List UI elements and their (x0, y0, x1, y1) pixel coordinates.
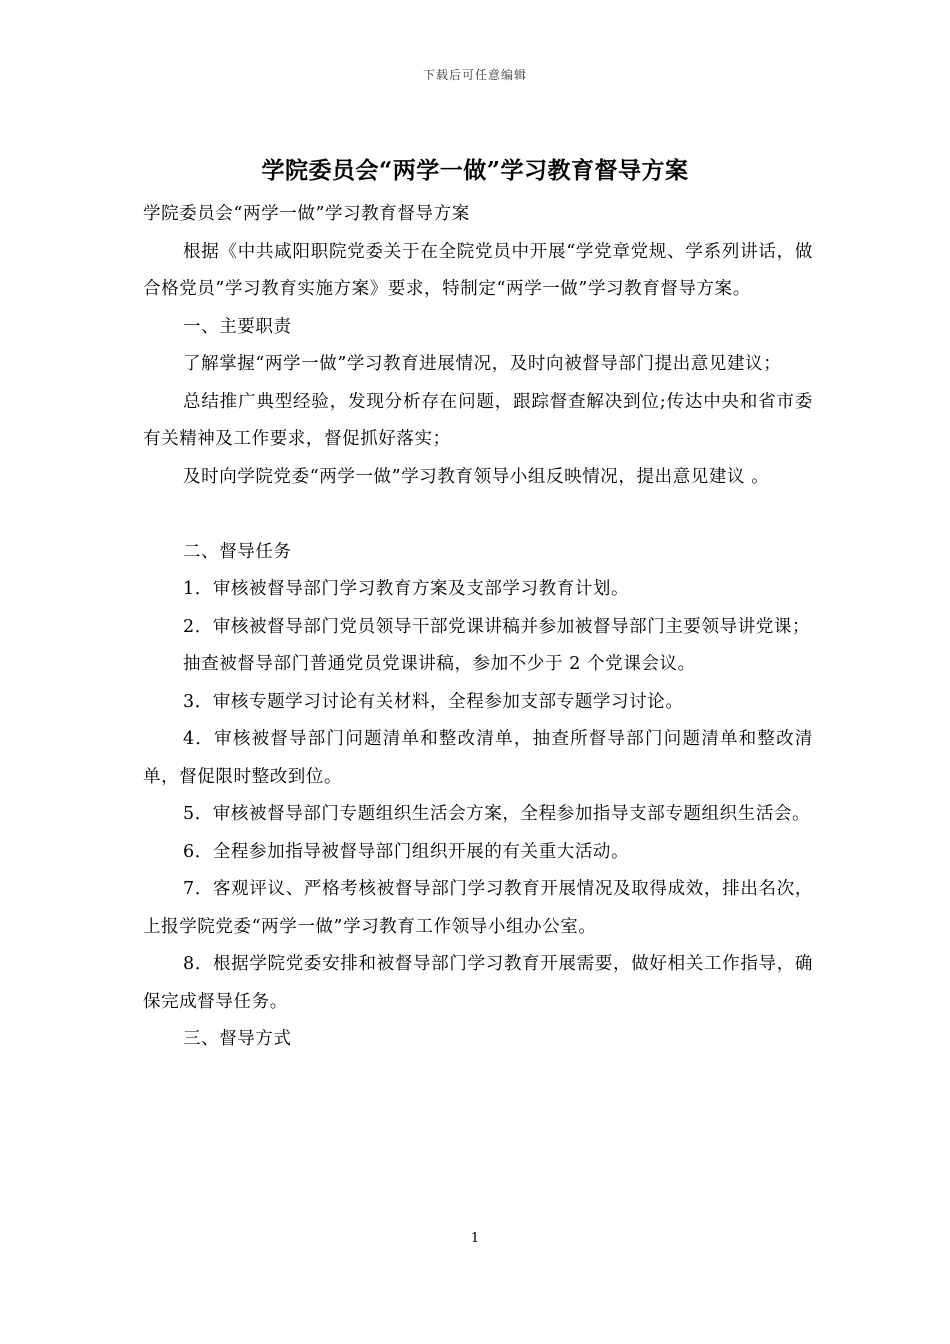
document-body (143, 196, 813, 1059)
blank-line (143, 496, 813, 534)
task-paragraph: 5．审核被督导部门专题组织生活会方案，全程参加指导支部专题组织生活会。 (183, 804, 811, 824)
task-paragraph: 3．审核专题学习讨论有关材料，全程参加支部专题学习讨论。 (183, 691, 684, 712)
document-title: 学院委员会“两学一做”学习教育督导方案 (261, 157, 689, 184)
duty-paragraph: 了解掌握“两学一做”学习教育进展情况，及时向被督导部门提出意见建议； (183, 354, 782, 374)
header-note: 下载后可任意编辑 (422, 68, 527, 82)
section-heading-tasks: 二、督导任务 (183, 541, 292, 562)
section-heading-methods: 三、督导方式 (183, 1029, 292, 1049)
task-paragraph: 2．审核被督导部门党员领导干部党课讲稿并参加被督导部门主要领导讲党课； (183, 616, 811, 637)
duty-paragraph: 及时向学院党委“两学一做”学习教育领导小组反映情况，提出意见建议 。 (183, 466, 770, 487)
task-paragraph: 4．审核被督导部门问题清单和整改清单，抽查所督导部门问题清单和整改清单，督促限时整改到位。 (143, 729, 813, 787)
duty-paragraph: 总结推广典型经验，发现分析存在问题，跟踪督查解决到位;传达中央和省市委有关精神及工作要求，督促抓好落实； (143, 391, 813, 449)
intro-paragraph: 根据《中共咸阳职院党委关于在全院党员中开展“学党章党规、学系列讲话，做合格党员”学习教育实施方案》要求，特制定“两学一做”学习教育督导方案。 (143, 241, 813, 299)
document-subtitle: 学院委员会“两学一做”学习教育督导方案 (143, 204, 470, 224)
task-paragraph: 8．根据学院党委安排和被督导部门学习教育开展需要，做好相关工作指导，确保完成督导任务。 (143, 954, 813, 1012)
section-heading-duties: 一、主要职责 (183, 316, 292, 337)
task-paragraph: 7．客观评议、严格考核被督导部门学习教育开展情况及取得成效，排出名次，上报学院党委“两学一做”学习教育工作领导小组办公室。 (143, 879, 813, 937)
task-paragraph: 抽查被督导部门普通党员党课讲稿，参加不少于 2 个党课会议。 (183, 654, 696, 674)
task-paragraph: 6．全程参加指导被督导部门组织开展的有关重大活动。 (183, 841, 630, 862)
task-paragraph: 1．审核被督导部门学习教育方案及支部学习教育计划。 (183, 579, 630, 599)
page-number: 1 (470, 1231, 480, 1246)
